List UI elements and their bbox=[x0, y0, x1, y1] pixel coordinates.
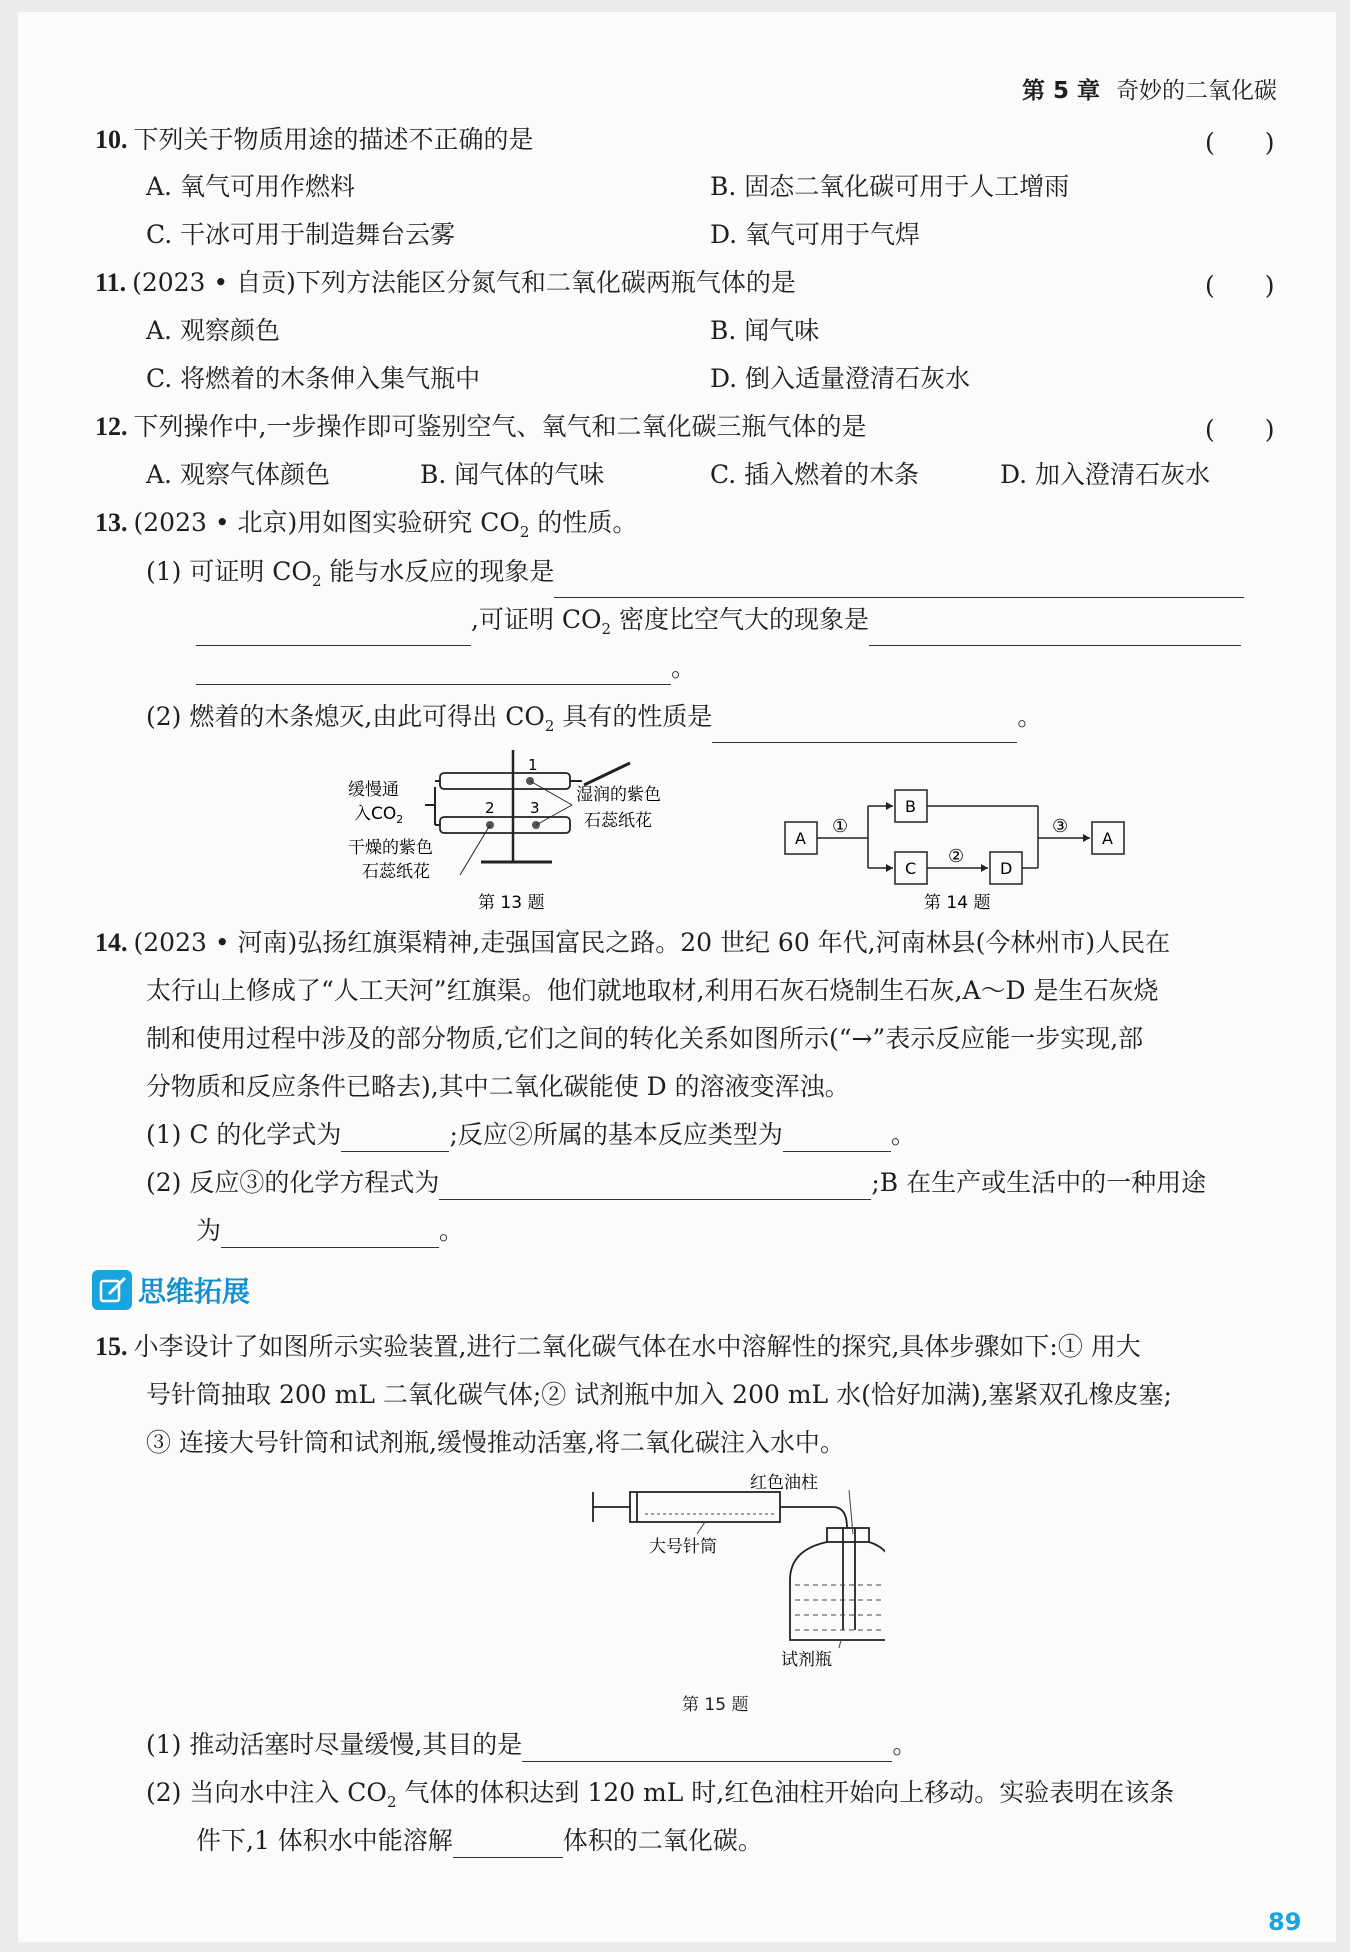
pen-note-icon bbox=[92, 1270, 132, 1310]
q13-blank-4[interactable] bbox=[196, 658, 671, 685]
q14-part1: (1) C 的化学式为 ;反应②所属的基本反应类型为 。 bbox=[146, 1118, 916, 1152]
fig13-wet-label-1: 湿润的紫色 bbox=[576, 785, 661, 805]
q13-part2: (2) 燃着的木条熄灭,由此可得出 $CO_2$ 具有的性质是 。 bbox=[146, 700, 1042, 743]
q13-part1-line3: 。 bbox=[196, 651, 696, 685]
fig14-arrow-1-label: ① bbox=[832, 816, 849, 837]
fig13-wet-label-2: 石蕊纸花 bbox=[584, 811, 652, 831]
fig14-box-d: D bbox=[1000, 859, 1013, 878]
q11-answer-paren[interactable]: ( ) bbox=[1205, 271, 1275, 300]
figure-15-apparatus bbox=[585, 1470, 885, 1670]
q13-blank-5[interactable] bbox=[712, 716, 1017, 743]
q14-stem-line2: 太行山上修成了“人工天河”红旗渠。他们就地取材,利用石灰石烧制生石灰,A～D 是生石灰烧 bbox=[146, 976, 1159, 1005]
q11-option-d[interactable]: D. 倒入适量澄清石灰水 bbox=[710, 364, 971, 393]
q12-option-d[interactable]: D. 加入澄清石灰水 bbox=[1000, 460, 1211, 489]
q11-option-c[interactable]: C. 将燃着的木条伸入集气瓶中 bbox=[146, 364, 481, 393]
q11-stem: 11. (2023 • 自贡)下列方法能区分氮气和二氧化碳两瓶气体的是 bbox=[95, 268, 796, 297]
fig14-arrow-2-label: ② bbox=[948, 846, 965, 867]
fig15-red-oil-label: 红色油柱 bbox=[750, 1473, 818, 1493]
q14-blank-2[interactable] bbox=[783, 1125, 891, 1152]
q12-stem: 12. 下列操作中,一步操作即可鉴别空气、氧气和二氧化碳三瓶气体的是 bbox=[95, 412, 867, 441]
q13-blank-3[interactable] bbox=[869, 619, 1241, 646]
fig13-label-1: 1 bbox=[528, 756, 538, 774]
q15-blank-1[interactable] bbox=[522, 1735, 892, 1762]
fig14-box-b: B bbox=[905, 797, 916, 816]
figure-14-flowchart bbox=[780, 780, 1150, 920]
fig14-box-a2: A bbox=[1102, 829, 1113, 848]
q15-stem-line2: 号针筒抽取 200 mL 二氧化碳气体;② 试剂瓶中加入 200 mL 水(恰好加满),塞紧双孔橡皮塞; bbox=[146, 1380, 1172, 1409]
q10-option-c[interactable]: C. 干冰可用于制造舞台云雾 bbox=[146, 220, 456, 249]
q11-option-a[interactable]: A. 观察颜色 bbox=[146, 316, 280, 345]
fig14-arrow-3-label: ③ bbox=[1052, 816, 1069, 837]
fig13-dry-label-2: 石蕊纸花 bbox=[362, 862, 430, 882]
fig13-slow-label: 缓慢通 bbox=[348, 780, 399, 800]
page-number: 89 bbox=[1268, 1908, 1302, 1936]
chapter-title: 奇妙的二氧化碳 bbox=[1116, 78, 1278, 104]
section-title: 思维拓展 bbox=[138, 1275, 251, 1308]
q14-part2-line1: (2) 反应③的化学方程式为 ;B 在生产或生活中的一种用途 bbox=[146, 1166, 1206, 1200]
q12-option-b[interactable]: B. 闻气体的气味 bbox=[420, 460, 605, 489]
fig14-box-c: C bbox=[905, 859, 917, 878]
q14-stem-line1: 14. (2023 • 河南)弘扬红旗渠精神,走强国富民之路。20 世纪 60 年代,河南林县(今林州市)人民在 bbox=[95, 928, 1171, 957]
q13-blank-2[interactable] bbox=[196, 619, 471, 646]
q15-part1: (1) 推动活塞时尽量缓慢,其目的是 。 bbox=[146, 1728, 917, 1762]
fig14-box-a1: A bbox=[795, 829, 806, 848]
fig13-dry-label-1: 干燥的紫色 bbox=[348, 838, 433, 858]
q13-stem: 13. (2023 • 北京)用如图实验研究 $CO_2$ 的性质。 bbox=[95, 508, 638, 541]
q12-option-c[interactable]: C. 插入燃着的木条 bbox=[710, 460, 920, 489]
fig15-caption: 第 15 题 bbox=[682, 1695, 749, 1715]
q12-answer-paren[interactable]: ( ) bbox=[1205, 415, 1275, 444]
q13-part1-line1: (1) 可证明 $CO_2$ 能与水反应的现象是 bbox=[146, 555, 1244, 598]
q14-blank-1[interactable] bbox=[341, 1125, 449, 1152]
fig13-co2-label: 入$CO_2$ bbox=[354, 804, 404, 826]
q14-part2-line2: 为 。 bbox=[196, 1214, 464, 1248]
fig13-caption: 第 13 题 bbox=[478, 893, 545, 913]
q15-blank-2[interactable] bbox=[453, 1831, 563, 1858]
q14-stem-line4: 分物质和反应条件已略去),其中二氧化碳能使 D 的溶液变浑浊。 bbox=[146, 1072, 850, 1101]
q15-part2-line1: (2) 当向水中注入 $CO_2$ 气体的体积达到 120 mL 时,红色油柱开始向上移动。实验表明在该条 bbox=[146, 1778, 1175, 1811]
fig13-label-2: 2 bbox=[485, 799, 495, 817]
fig15-bottle-label: 试剂瓶 bbox=[781, 1650, 832, 1670]
q10-option-d[interactable]: D. 氧气可用于气焊 bbox=[710, 220, 921, 249]
q11-option-b[interactable]: B. 闻气味 bbox=[710, 316, 820, 345]
section-header bbox=[92, 1268, 250, 1312]
q10-option-a[interactable]: A. 氧气可用作燃料 bbox=[146, 172, 355, 201]
q14-stem-line3: 制和使用过程中涉及的部分物质,它们之间的转化关系如图所示(“→”表示反应能一步实现,部 bbox=[146, 1024, 1144, 1053]
fig13-label-3: 3 bbox=[530, 799, 540, 817]
q14-blank-4[interactable] bbox=[221, 1221, 439, 1248]
q15-stem-line1: 15. 小李设计了如图所示实验装置,进行二氧化碳气体在水中溶解性的探究,具体步骤如下:① 用大 bbox=[95, 1332, 1141, 1361]
figure-13-apparatus bbox=[340, 745, 700, 920]
q10-answer-paren[interactable]: ( ) bbox=[1205, 128, 1275, 157]
q15-part2-line2: 件下,1 体积水中能溶解 体积的二氧化碳。 bbox=[196, 1824, 763, 1858]
q15-stem-line3: ③ 连接大号针筒和试剂瓶,缓慢推动活塞,将二氧化碳注入水中。 bbox=[146, 1428, 845, 1457]
q14-blank-3[interactable] bbox=[439, 1173, 871, 1200]
chapter-number: 第 5 章 bbox=[1022, 78, 1101, 104]
fig14-caption: 第 14 题 bbox=[924, 893, 991, 913]
q12-option-a[interactable]: A. 观察气体颜色 bbox=[146, 460, 330, 489]
fig15-syringe-label: 大号针筒 bbox=[649, 1537, 717, 1557]
q13-part1-line2: ,可证明 $CO_2$ 密度比空气大的现象是 bbox=[196, 603, 1241, 646]
chapter-header bbox=[1022, 72, 1277, 105]
q10-option-b[interactable]: B. 固态二氧化碳可用于人工增雨 bbox=[710, 172, 1070, 201]
q13-blank-1[interactable] bbox=[554, 571, 1244, 598]
q10-stem: 10. 下列关于物质用途的描述不正确的是 bbox=[95, 125, 534, 154]
